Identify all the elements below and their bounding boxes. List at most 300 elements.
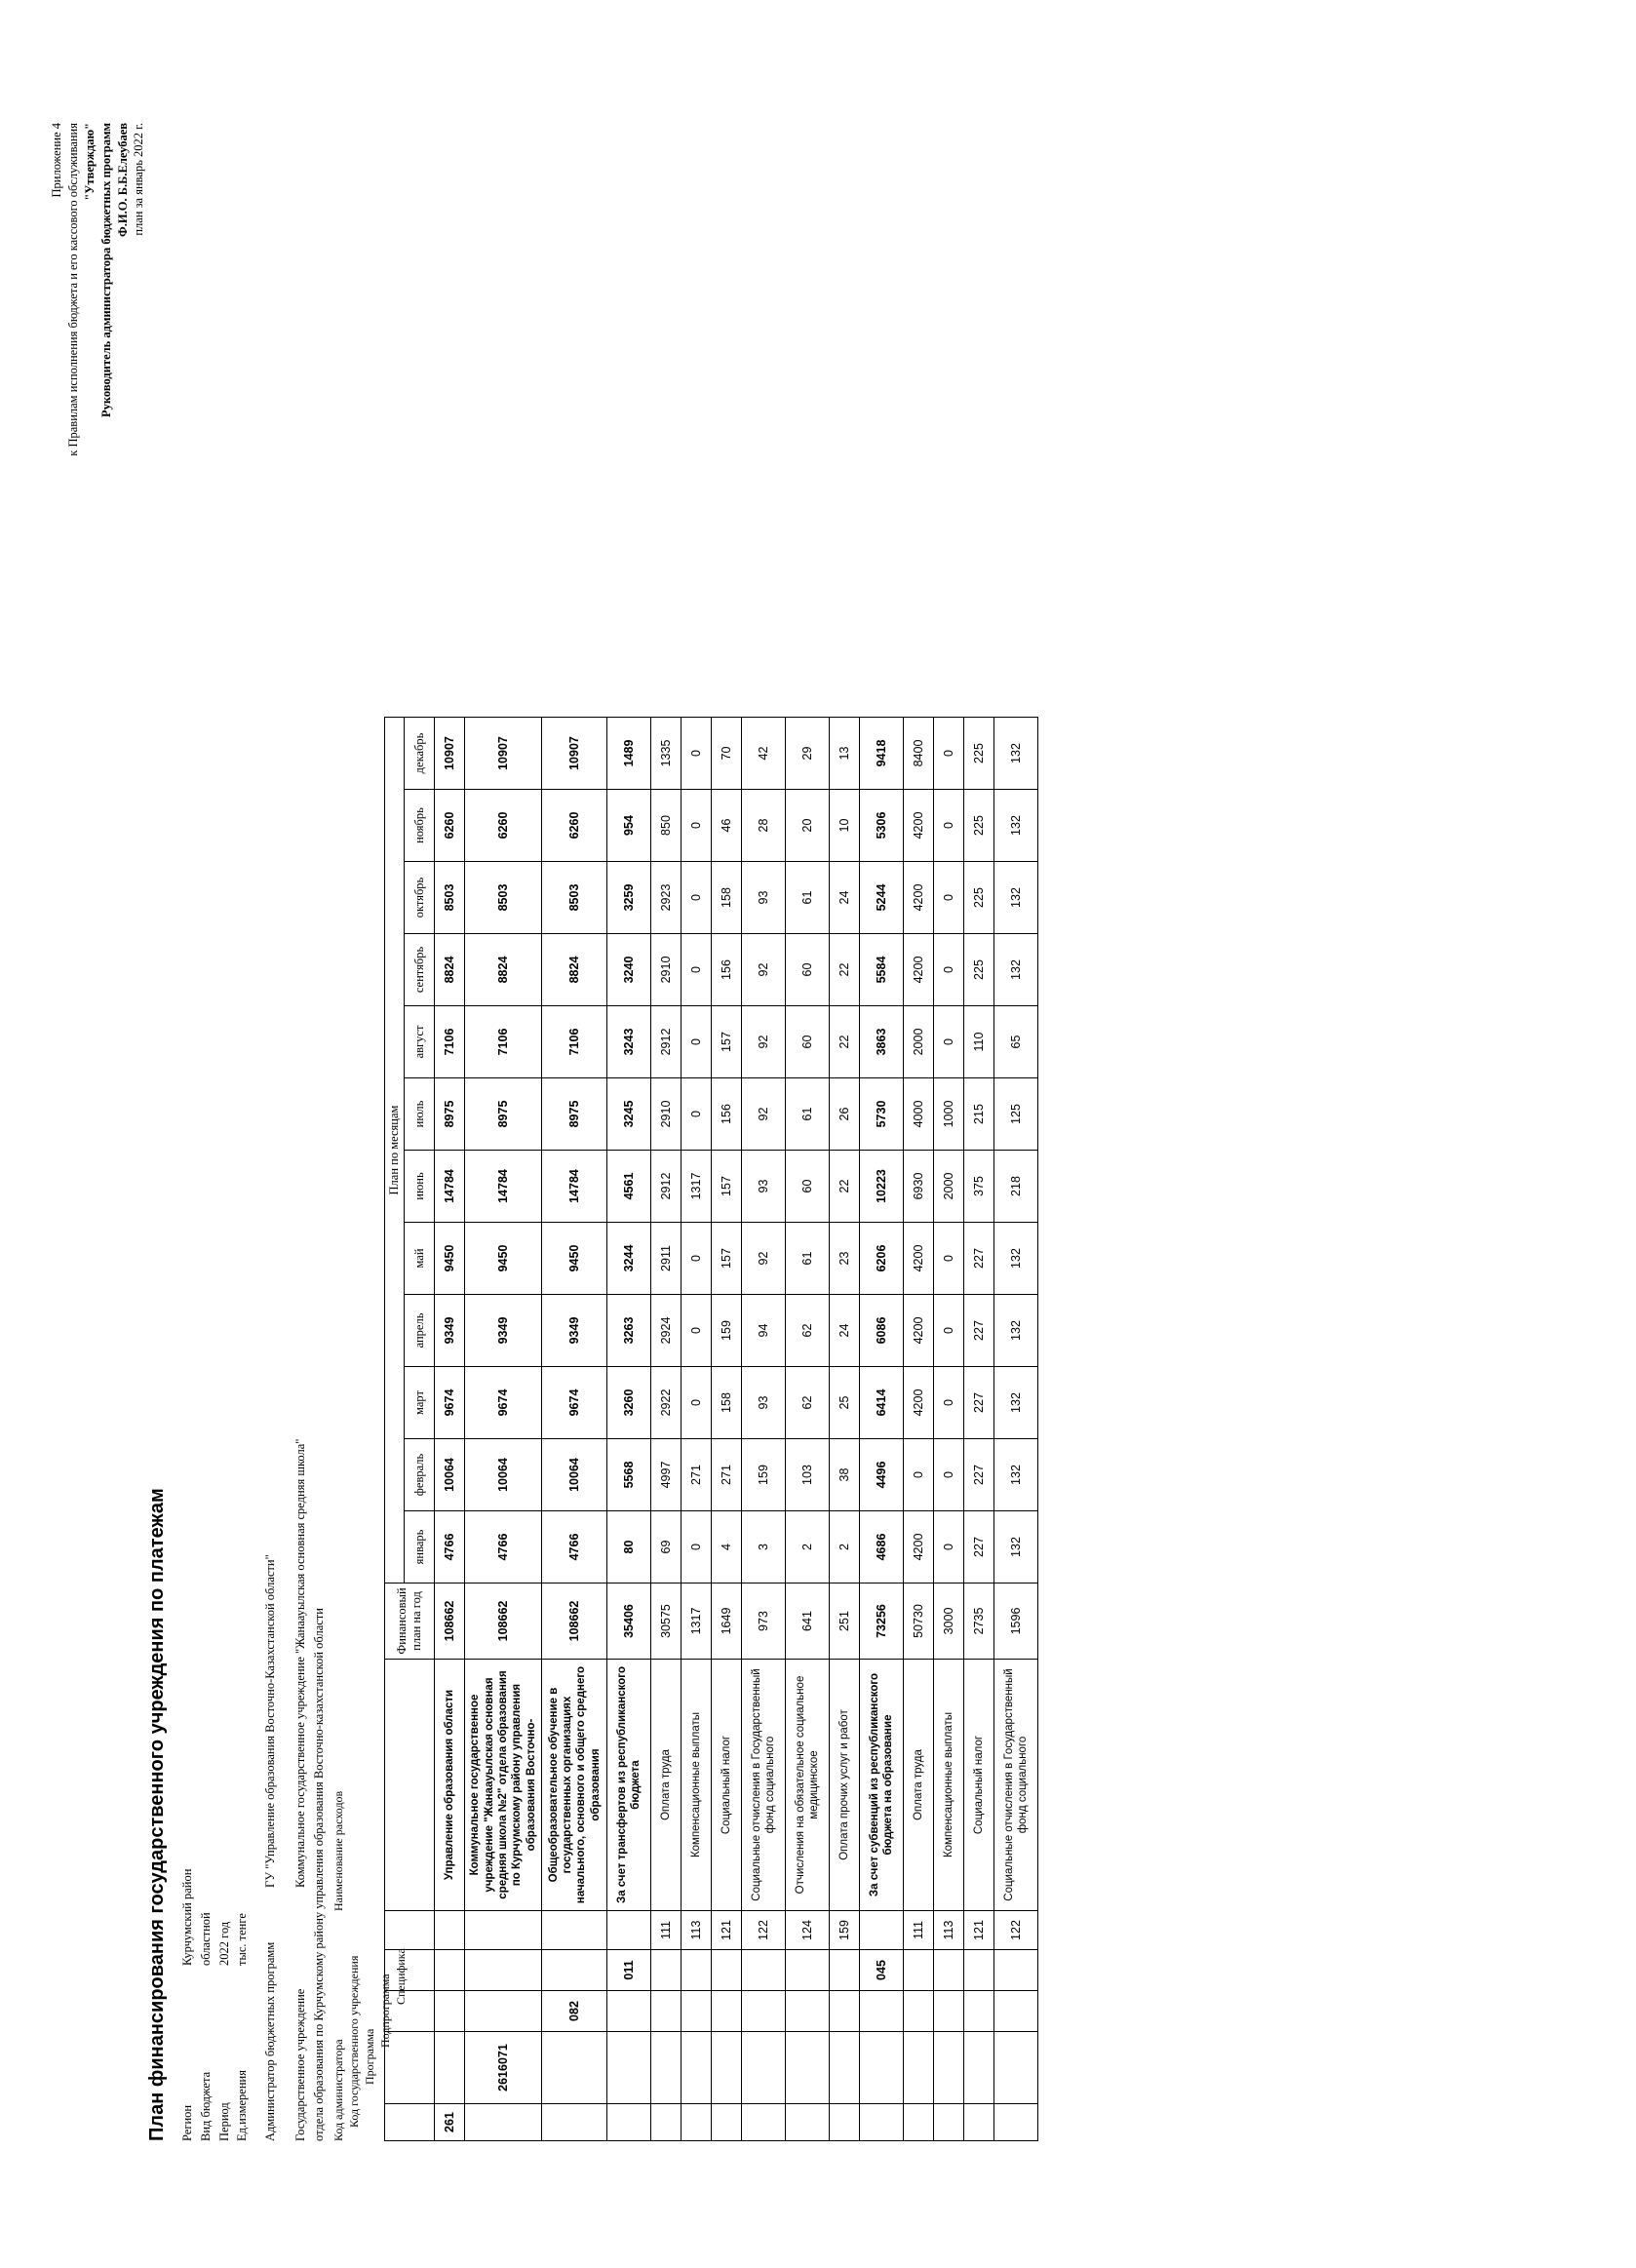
- table-row: [830, 718, 860, 2141]
- table-header-group-row: [385, 718, 405, 2141]
- cell-year-plan: 50730: [904, 1584, 934, 1660]
- cell-month-december: 29: [786, 718, 830, 790]
- cell-month-august: 2000: [904, 1006, 934, 1078]
- cell-month-june: 1317: [682, 1151, 712, 1223]
- approval-header: [49, 123, 147, 456]
- cell-expense-name: Оплата прочих услуг и работ: [830, 1660, 860, 1911]
- cell-month-july: 92: [742, 1078, 786, 1151]
- cell-program-code: [682, 1991, 712, 2032]
- cell-month-april: 9349: [435, 1295, 465, 1367]
- cell-subprogram-code: [542, 1950, 607, 1991]
- cell-month-june: 218: [994, 1151, 1038, 1223]
- cell-expense-name: Отчисления на обязательное социальное медицинское: [786, 1660, 830, 1911]
- meta-value: 2022 год: [216, 1921, 231, 1966]
- cell-month-october: 158: [712, 862, 742, 934]
- cell-admin-code: [994, 2104, 1038, 2141]
- table-row: [994, 718, 1038, 2141]
- chief-line: Руководитель администратора бюджетных программ: [98, 123, 113, 417]
- cell-month-july: 5730: [860, 1078, 904, 1151]
- meta-label: Период: [216, 2102, 231, 2141]
- cell-month-august: 0: [682, 1006, 712, 1078]
- cell-month-december: 10907: [465, 718, 542, 790]
- cell-kgu-code: [860, 2032, 904, 2104]
- cell-spec-code: 113: [682, 1911, 712, 1950]
- cell-month-july: 125: [994, 1078, 1038, 1151]
- cell-expense-name: Социальный налог: [964, 1660, 994, 1911]
- cell-kgu-code: 2616071: [465, 2032, 542, 2104]
- cell-spec-code: [607, 1911, 651, 1950]
- cell-month-february: 271: [712, 1439, 742, 1511]
- cell-admin-code: [860, 2104, 904, 2141]
- cell-month-june: 2912: [651, 1151, 682, 1223]
- approve-line: "Утверждаю": [82, 123, 97, 201]
- cell-month-april: 9349: [465, 1295, 542, 1367]
- table-row: [542, 718, 607, 2141]
- cell-month-march: 0: [934, 1367, 964, 1439]
- table-row: [607, 718, 651, 2141]
- cell-month-may: 132: [994, 1223, 1038, 1295]
- cell-admin-code: [786, 2104, 830, 2141]
- cell-expense-name: Управление образования области: [435, 1660, 465, 1911]
- cell-month-march: 132: [994, 1367, 1038, 1439]
- cell-subprogram-code: [712, 1950, 742, 1991]
- th-spec: [385, 1911, 435, 1950]
- cell-month-january: 227: [964, 1511, 994, 1584]
- cell-admin-code: [934, 2104, 964, 2141]
- cell-year-plan: 1317: [682, 1584, 712, 1660]
- cell-month-december: 1335: [651, 718, 682, 790]
- cell-program-code: [607, 1991, 651, 2032]
- th-month-april: апрель: [405, 1295, 435, 1367]
- cell-month-december: 10907: [542, 718, 607, 790]
- cell-year-plan: 108662: [435, 1584, 465, 1660]
- cell-month-march: 2922: [651, 1367, 682, 1439]
- th-month-may: май: [405, 1223, 435, 1295]
- cell-month-february: 271: [682, 1439, 712, 1511]
- cell-month-april: 9349: [542, 1295, 607, 1367]
- cell-month-april: 0: [934, 1295, 964, 1367]
- cell-month-november: 10: [830, 790, 860, 862]
- cell-year-plan: 251: [830, 1584, 860, 1660]
- cell-month-february: 132: [994, 1439, 1038, 1511]
- cell-month-july: 4000: [904, 1078, 934, 1151]
- label-spec: Спецификa: [394, 1948, 409, 2005]
- cell-month-march: 3260: [607, 1367, 651, 1439]
- cell-month-april: 132: [994, 1295, 1038, 1367]
- cell-year-plan: 35406: [607, 1584, 651, 1660]
- cell-spec-code: 159: [830, 1911, 860, 1950]
- cell-admin-code: [964, 2104, 994, 2141]
- cell-month-may: 3244: [607, 1223, 651, 1295]
- meta-label: Вид бюджета: [198, 2071, 213, 2141]
- cell-expense-name: За счет трансфертов из республиканского бюджета: [607, 1660, 651, 1911]
- cell-month-november: 20: [786, 790, 830, 862]
- cell-subprogram-code: [651, 1950, 682, 1991]
- cell-month-june: 375: [964, 1151, 994, 1223]
- cell-spec-code: 121: [712, 1911, 742, 1950]
- cell-admin-code: [830, 2104, 860, 2141]
- meta-row: [233, 123, 252, 2141]
- cell-month-april: 24: [830, 1295, 860, 1367]
- cell-month-august: 92: [742, 1006, 786, 1078]
- cell-expense-name: Оплата труда: [651, 1660, 682, 1911]
- cell-program-code: 082: [542, 1991, 607, 2032]
- cell-kgu-code: [964, 2032, 994, 2104]
- cell-subprogram-code: [964, 1950, 994, 1991]
- cell-month-january: 4766: [435, 1511, 465, 1584]
- th-name: [385, 1660, 435, 1911]
- cell-month-may: 61: [786, 1223, 830, 1295]
- cell-month-december: 13: [830, 718, 860, 790]
- cell-month-july: 8975: [435, 1078, 465, 1151]
- cell-subprogram-code: [904, 1950, 934, 1991]
- cell-month-july: 1000: [934, 1078, 964, 1151]
- cell-month-february: 103: [786, 1439, 830, 1511]
- cell-month-august: 22: [830, 1006, 860, 1078]
- cell-expense-name: Общеобразовательное обучение в государственных организациях начального, основного и общего среднего образования: [542, 1660, 607, 1911]
- cell-program-code: [964, 1991, 994, 2032]
- label-subprogram: Подпрограмма: [378, 1974, 393, 2048]
- cell-month-december: 8400: [904, 718, 934, 790]
- cell-month-may: 157: [712, 1223, 742, 1295]
- meta-list: [178, 123, 280, 2141]
- cell-spec-code: 122: [742, 1911, 786, 1950]
- cell-month-february: 4496: [860, 1439, 904, 1511]
- cell-expense-name: Социальные отчисления в Государственный фонд социального: [994, 1660, 1038, 1911]
- cell-month-april: 2924: [651, 1295, 682, 1367]
- cell-month-january: 0: [934, 1511, 964, 1584]
- cell-month-march: 25: [830, 1367, 860, 1439]
- cell-month-august: 0: [934, 1006, 964, 1078]
- cell-month-may: 9450: [435, 1223, 465, 1295]
- th-month-august: август: [405, 1006, 435, 1078]
- cell-month-november: 46: [712, 790, 742, 862]
- cell-month-october: 3259: [607, 862, 651, 934]
- cell-subprogram-code: [830, 1950, 860, 1991]
- appendix-line: Приложение 4: [50, 123, 63, 198]
- meta-value: Курчумский район: [180, 1868, 194, 1966]
- cell-kgu-code: [682, 2032, 712, 2104]
- meta-row: [178, 123, 197, 2141]
- cell-month-june: 2000: [934, 1151, 964, 1223]
- meta-label: Ед.измерения: [235, 2070, 250, 2141]
- cell-admin-code: [607, 2104, 651, 2141]
- th-year-plan-l2: план на год: [409, 1591, 424, 1651]
- cell-spec-code: 111: [904, 1911, 934, 1950]
- cell-month-march: 9674: [542, 1367, 607, 1439]
- cell-month-november: 6260: [542, 790, 607, 862]
- table-row: [465, 718, 542, 2141]
- cell-month-april: 159: [712, 1295, 742, 1367]
- cell-month-december: 9418: [860, 718, 904, 790]
- document-body: [50, 123, 1492, 2141]
- cell-program-code: [465, 1991, 542, 2032]
- cell-admin-code: [682, 2104, 712, 2141]
- th-year-plan-l1: Финансовый: [395, 1587, 409, 1655]
- label-expense-name: Наименование расходов: [331, 1790, 346, 1911]
- cell-year-plan: 73256: [860, 1584, 904, 1660]
- table-body: [435, 718, 1038, 2141]
- meta-row: [261, 123, 280, 2141]
- cell-month-june: 14784: [465, 1151, 542, 1223]
- cell-month-june: 157: [712, 1151, 742, 1223]
- cell-spec-code: [465, 1911, 542, 1950]
- cell-month-november: 4200: [904, 790, 934, 862]
- table-row: [742, 718, 786, 2141]
- cell-month-june: 10223: [860, 1151, 904, 1223]
- cell-month-december: 225: [964, 718, 994, 790]
- cell-month-february: 159: [742, 1439, 786, 1511]
- table-row: [964, 718, 994, 2141]
- cell-month-june: 22: [830, 1151, 860, 1223]
- cell-month-may: 6206: [860, 1223, 904, 1295]
- cell-kgu-code: [994, 2032, 1038, 2104]
- cell-month-january: 2: [786, 1511, 830, 1584]
- cell-month-february: 4997: [651, 1439, 682, 1511]
- th-month-january: январь: [405, 1511, 435, 1584]
- cell-kgu-code: [607, 2032, 651, 2104]
- cell-subprogram-code: 045: [860, 1950, 904, 1991]
- cell-month-july: 26: [830, 1078, 860, 1151]
- cell-month-november: 6260: [435, 790, 465, 862]
- th-month-june: июнь: [405, 1151, 435, 1223]
- cell-year-plan: 641: [786, 1584, 830, 1660]
- cell-year-plan: 1596: [994, 1584, 1038, 1660]
- financing-plan-table: [384, 717, 1038, 2141]
- meta-label: Администратор бюджетных программ: [263, 1941, 277, 2141]
- cell-month-september: 8824: [465, 934, 542, 1006]
- cell-spec-code: 111: [651, 1911, 682, 1950]
- cell-spec-code: [435, 1911, 465, 1950]
- cell-month-may: 9450: [542, 1223, 607, 1295]
- cell-month-september: 8824: [435, 934, 465, 1006]
- cell-month-october: 2923: [651, 862, 682, 934]
- cell-month-january: 69: [651, 1511, 682, 1584]
- cell-subprogram-code: [465, 1950, 542, 1991]
- cell-spec-code: 113: [934, 1911, 964, 1950]
- cell-month-september: 156: [712, 934, 742, 1006]
- cell-year-plan: 108662: [542, 1584, 607, 1660]
- cell-spec-code: 121: [964, 1911, 994, 1950]
- cell-month-may: 0: [682, 1223, 712, 1295]
- cell-month-september: 3240: [607, 934, 651, 1006]
- cell-month-august: 7106: [542, 1006, 607, 1078]
- cell-month-october: 132: [994, 862, 1038, 934]
- cell-month-june: 14784: [542, 1151, 607, 1223]
- meta-label: Регион: [180, 2104, 194, 2141]
- cell-program-code: [830, 1991, 860, 2032]
- cell-expense-name: Социальные отчисления в Государственный фонд социального: [742, 1660, 786, 1911]
- cell-month-october: 5244: [860, 862, 904, 934]
- cell-month-february: 10064: [465, 1439, 542, 1511]
- cell-month-october: 8503: [542, 862, 607, 934]
- cell-month-december: 1489: [607, 718, 651, 790]
- cell-month-may: 92: [742, 1223, 786, 1295]
- cell-kgu-code: [830, 2032, 860, 2104]
- cell-year-plan: 1649: [712, 1584, 742, 1660]
- cell-month-october: 93: [742, 862, 786, 934]
- table-row: [651, 718, 682, 2141]
- page-title: План финансирования государственного учреждения по платежам: [146, 1488, 168, 2141]
- cell-month-october: 0: [934, 862, 964, 934]
- cell-admin-code: 261: [435, 2104, 465, 2141]
- cell-month-may: 227: [964, 1223, 994, 1295]
- cell-month-july: 156: [712, 1078, 742, 1151]
- meta-row: [310, 123, 329, 2141]
- cell-month-may: 0: [934, 1223, 964, 1295]
- cell-month-november: 850: [651, 790, 682, 862]
- th-month-february: февраль: [405, 1439, 435, 1511]
- cell-expense-name: Компенсационные выплаты: [682, 1660, 712, 1911]
- cell-subprogram-code: [786, 1950, 830, 1991]
- cell-subprogram-code: [742, 1950, 786, 1991]
- cell-year-plan: 2735: [964, 1584, 994, 1660]
- meta-label: Государственное учреждение: [292, 1988, 307, 2141]
- cell-program-code: [904, 1991, 934, 2032]
- cell-month-september: 225: [964, 934, 994, 1006]
- cell-expense-name: Социальный налог: [712, 1660, 742, 1911]
- cell-year-plan: 973: [742, 1584, 786, 1660]
- cell-month-april: 62: [786, 1295, 830, 1367]
- cell-month-january: 4686: [860, 1511, 904, 1584]
- cell-expense-name: Оплата труда: [904, 1660, 934, 1911]
- cell-month-february: 10064: [435, 1439, 465, 1511]
- cell-month-october: 61: [786, 862, 830, 934]
- table-row: [712, 718, 742, 2141]
- cell-month-october: 8503: [465, 862, 542, 934]
- th-month-november: ноябрь: [405, 790, 435, 862]
- th-year-plan: [385, 1584, 435, 1660]
- th-month-december: декабрь: [405, 718, 435, 790]
- cell-admin-code: [465, 2104, 542, 2141]
- cell-month-october: 24: [830, 862, 860, 934]
- cell-subprogram-code: 011: [607, 1950, 651, 1991]
- cell-month-december: 42: [742, 718, 786, 790]
- cell-kgu-code: [786, 2032, 830, 2104]
- cell-month-march: 9674: [435, 1367, 465, 1439]
- cell-month-march: 158: [712, 1367, 742, 1439]
- table-row: [682, 718, 712, 2141]
- cell-month-april: 94: [742, 1295, 786, 1367]
- cell-month-january: 4766: [542, 1511, 607, 1584]
- cell-month-july: 2910: [651, 1078, 682, 1151]
- cell-month-may: 9450: [465, 1223, 542, 1295]
- rules-line: к Правилам исполнения бюджета и его кассового обслуживания: [65, 123, 80, 456]
- cell-month-october: 0: [682, 862, 712, 934]
- institution-name-line1: Коммунальное государственное учреждение "Жанаауылская основная средняя школа": [292, 1438, 307, 1888]
- cell-kgu-code: [651, 2032, 682, 2104]
- cell-month-august: 65: [994, 1006, 1038, 1078]
- institution-name-line2: отдела образования по Курчумскому району управления образования Восточно-казахстанской области: [311, 1608, 326, 2141]
- meta-value: ГУ "Управление образования Восточно-Казахстанской области": [263, 1554, 277, 1888]
- cell-month-march: 0: [682, 1367, 712, 1439]
- cell-month-march: 9674: [465, 1367, 542, 1439]
- meta-value: областной: [198, 1912, 213, 1966]
- cell-month-july: 3245: [607, 1078, 651, 1151]
- cell-kgu-code: [542, 2032, 607, 2104]
- cell-month-june: 6930: [904, 1151, 934, 1223]
- cell-month-september: 22: [830, 934, 860, 1006]
- cell-month-november: 954: [607, 790, 651, 862]
- cell-month-july: 0: [682, 1078, 712, 1151]
- cell-kgu-code: [904, 2032, 934, 2104]
- cell-month-september: 2910: [651, 934, 682, 1006]
- cell-month-july: 8975: [542, 1078, 607, 1151]
- cell-program-code: [651, 1991, 682, 2032]
- plan-period-line: план за январь 2022 г.: [132, 123, 146, 236]
- cell-month-august: 157: [712, 1006, 742, 1078]
- cell-month-july: 61: [786, 1078, 830, 1151]
- cell-admin-code: [712, 2104, 742, 2141]
- table-row: [934, 718, 964, 2141]
- cell-month-september: 92: [742, 934, 786, 1006]
- cell-month-february: 0: [934, 1439, 964, 1511]
- cell-month-august: 60: [786, 1006, 830, 1078]
- th-month-october: октябрь: [405, 862, 435, 934]
- cell-program-code: [435, 1991, 465, 2032]
- cell-year-plan: 3000: [934, 1584, 964, 1660]
- cell-expense-name: Коммунальное государственное учреждение "Жанаауылская основная средняя школа №2" отдела образования по Курчумскому району управления образования Восточно-: [465, 1660, 542, 1911]
- cell-month-march: 62: [786, 1367, 830, 1439]
- cell-program-code: [786, 1991, 830, 2032]
- cell-month-september: 132: [994, 934, 1038, 1006]
- cell-subprogram-code: [435, 1950, 465, 1991]
- label-admin-code: Код администратора: [331, 2039, 346, 2141]
- cell-year-plan: 30575: [651, 1584, 682, 1660]
- cell-admin-code: [904, 2104, 934, 2141]
- cell-program-code: [994, 1991, 1038, 2032]
- table-row: [904, 718, 934, 2141]
- th-month-july: июль: [405, 1078, 435, 1151]
- th-month-september: сентябрь: [405, 934, 435, 1006]
- cell-month-june: 14784: [435, 1151, 465, 1223]
- cell-month-april: 227: [964, 1295, 994, 1367]
- cell-month-august: 7106: [465, 1006, 542, 1078]
- cell-spec-code: 122: [994, 1911, 1038, 1950]
- meta-row: [215, 123, 234, 2141]
- cell-month-september: 5584: [860, 934, 904, 1006]
- cell-program-code: [712, 1991, 742, 2032]
- cell-month-april: 4200: [904, 1295, 934, 1367]
- cell-expense-name: За счет субвенций из республиканского бюджета на образование: [860, 1660, 904, 1911]
- cell-month-november: 28: [742, 790, 786, 862]
- cell-month-february: 5568: [607, 1439, 651, 1511]
- cell-month-february: 10064: [542, 1439, 607, 1511]
- cell-kgu-code: [934, 2032, 964, 2104]
- meta-row: [292, 123, 310, 2141]
- cell-kgu-code: [435, 2032, 465, 2104]
- th-month-march: март: [405, 1367, 435, 1439]
- cell-month-october: 8503: [435, 862, 465, 934]
- cell-kgu-code: [742, 2032, 786, 2104]
- cell-spec-code: [860, 1911, 904, 1950]
- cell-month-march: 6414: [860, 1367, 904, 1439]
- cell-month-september: 0: [934, 934, 964, 1006]
- table-row: [786, 718, 830, 2141]
- cell-month-june: 4561: [607, 1151, 651, 1223]
- cell-month-july: 8975: [465, 1078, 542, 1151]
- cell-expense-name: Компенсационные выплаты: [934, 1660, 964, 1911]
- cell-month-november: 6260: [465, 790, 542, 862]
- cell-year-plan: 108662: [465, 1584, 542, 1660]
- cell-month-october: 4200: [904, 862, 934, 934]
- cell-month-november: 5306: [860, 790, 904, 862]
- cell-month-february: 38: [830, 1439, 860, 1511]
- cell-spec-code: 124: [786, 1911, 830, 1950]
- label-program: Программа: [363, 2028, 377, 2085]
- cell-month-january: 132: [994, 1511, 1038, 1584]
- cell-program-code: [934, 1991, 964, 2032]
